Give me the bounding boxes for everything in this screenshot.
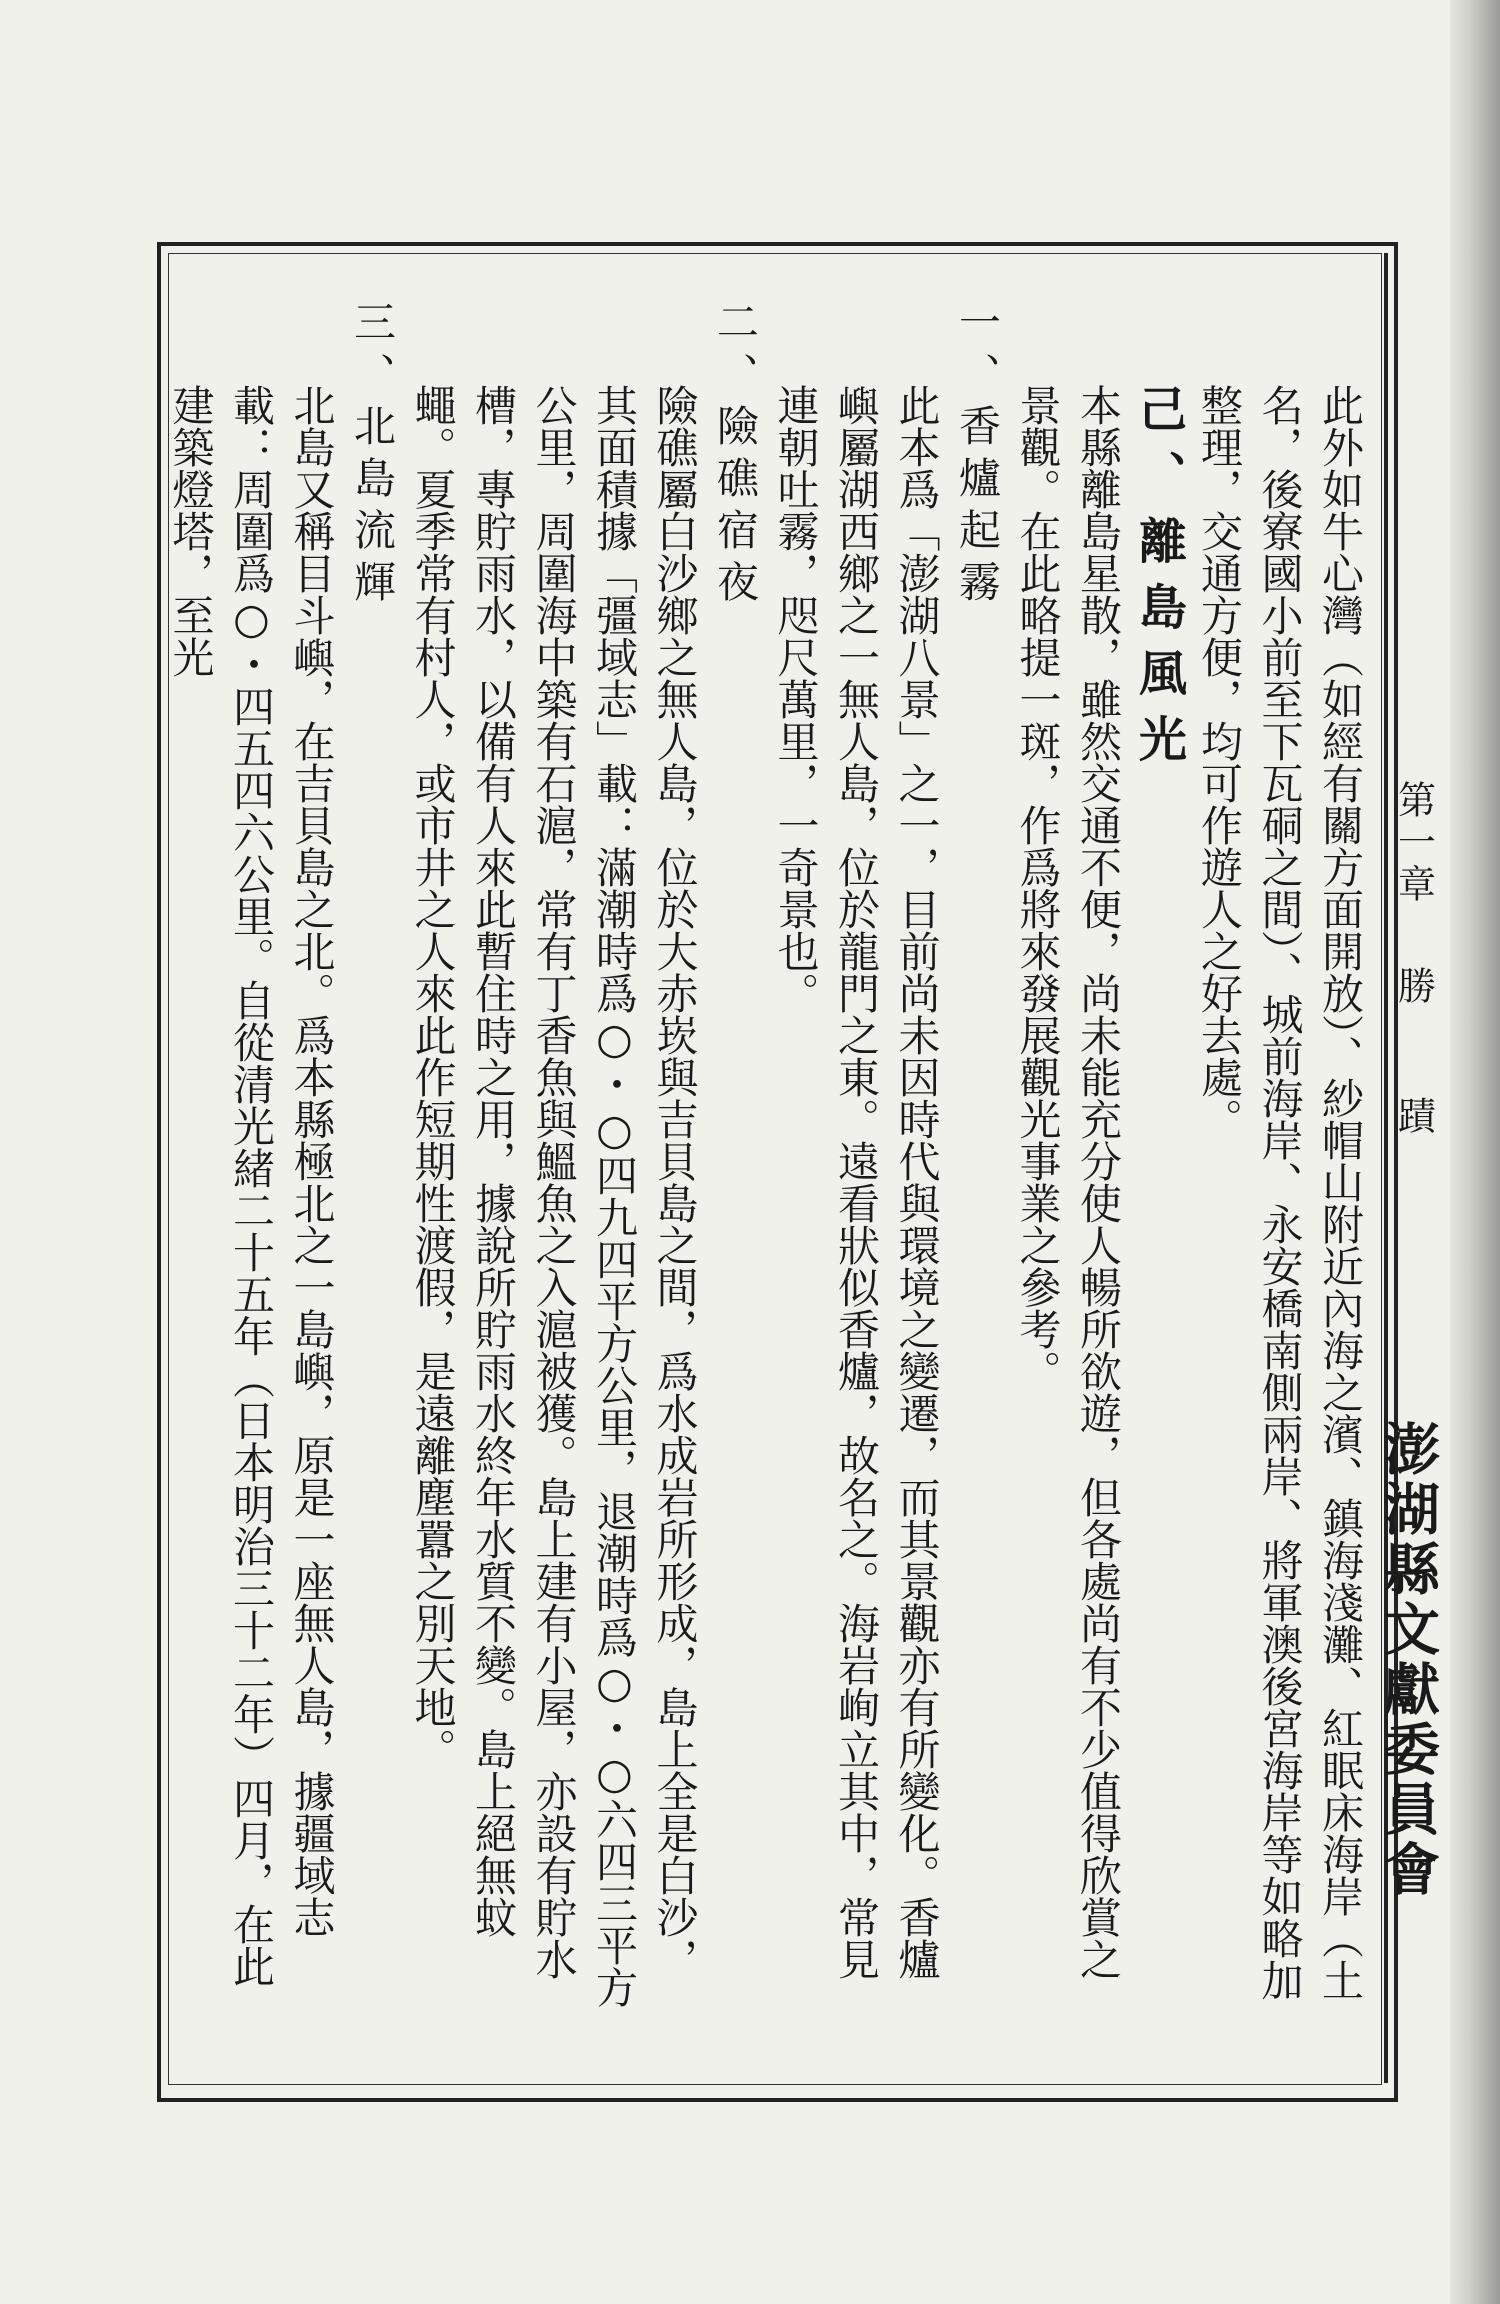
- paragraph-5: 北島又稱目斗嶼，在吉貝島之北。爲本縣極北之一島嶼，原是一座無人島，據疆域志載：周圍爲○・四五四六公里。自從清光緒二十五年（日本明治三十二年）四月，在此建築燈塔，至光: [166, 384, 337, 1987]
- paragraph-1: 此外如牛心灣（如經有關方面開放）、紗帽山附近內海之濱、鎮海淺灘、紅眠床海岸（土名，後寮國小前至下瓦硐之間）、城前海岸、永安橋南側兩岸、將軍澳後宮海岸等如略加整理，交通方便，均可作遊人之好去處。: [1195, 384, 1365, 2001]
- subsection-title-1: 一、香爐起霧: [953, 300, 1002, 612]
- subsection-title-3: 三、北島流輝: [348, 300, 397, 612]
- paragraph-2: 本縣離島星散，雖然交通不便，尚未能充分使人暢所欲遊，但各處尚有不少值得欣賞之景觀。在此略提一斑，作爲將來發展觀光事業之參考。: [1013, 384, 1123, 1980]
- publisher-name: 澎湖縣文獻委員會: [1375, 1420, 1441, 1900]
- book-spine: [1450, 0, 1500, 2304]
- paragraph-4: 險礁屬白沙鄉之無人島，位於大赤崁與吉貝島之間，爲水成岩所形成，島上全是白沙，其面積據「彊域志」載：滿潮時爲○・○四九四平方公里，退潮時爲○・○六四三平方公里，周圍海中築有石滬，常有丁香魚與鰮魚之入滬被獲。島上建有小屋，亦設有貯水槽，專貯雨水，以備有人來此暫住時之用，據說所貯雨水終年水質不變。島上絕無蚊蠅。夏季常有村人，或市井之人來此作短期性渡假，是遠離塵囂之別天地。: [408, 384, 700, 2008]
- subsection-title-2: 二、險礁宿夜: [711, 300, 760, 612]
- chapter-label: 第一章: [1391, 780, 1436, 906]
- section-title: 己、離島風光: [1130, 384, 1187, 780]
- page-body: [166, 300, 1370, 2020]
- chapter-title: 勝 蹟: [1391, 966, 1436, 1175]
- chapter-header: [1392, 780, 1436, 1180]
- paragraph-3: 此本爲「澎湖八景」之一，目前尚未因時代與環境之變遷，而其景觀亦有所變化。香爐嶼屬湖西鄉之一無人島，位於龍門之東。遠看狀似香爐，故名之。海岩峋立其中，常見連朝吐霧，咫尺萬里，一奇景也。: [771, 384, 942, 1980]
